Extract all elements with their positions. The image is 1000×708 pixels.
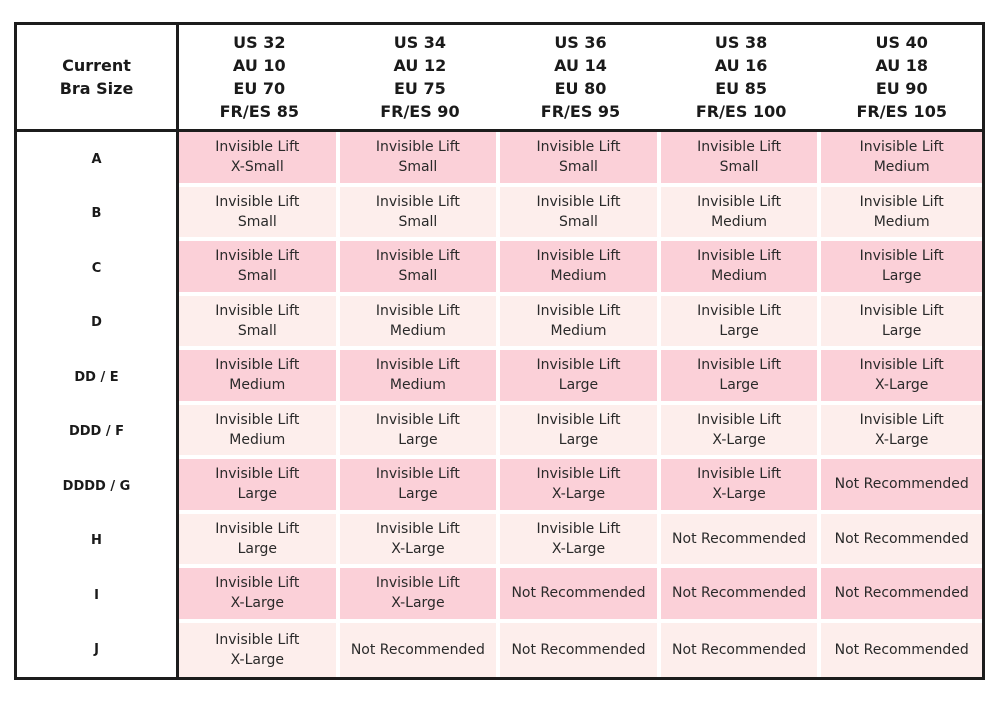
band-label: US 36 AU 14 EU 80 FR/ES 95	[540, 33, 621, 121]
size-cell: Invisible Lift X-Large	[340, 514, 501, 569]
band-header-us34	[340, 25, 501, 132]
size-cell: Invisible Lift Medium	[179, 405, 340, 460]
size-cell: Invisible Lift Small	[661, 132, 822, 187]
row-header-cup-size: I	[17, 568, 179, 623]
size-cell: Invisible Lift X-Large	[661, 405, 822, 460]
size-cell: Invisible Lift X-Large	[500, 459, 661, 514]
size-cell: Invisible Lift Small	[340, 241, 501, 296]
size-cell: Invisible Lift Small	[340, 132, 501, 187]
size-cell: Not Recommended	[500, 568, 661, 623]
row-header-cup-size: H	[17, 514, 179, 569]
size-cell: Not Recommended	[821, 568, 982, 623]
size-cell: Invisible Lift X-Large	[340, 568, 501, 623]
row-header-cup-size: DDD / F	[17, 405, 179, 460]
row-header-cup-size: B	[17, 187, 179, 242]
size-cell: Not Recommended	[340, 623, 501, 678]
size-cell: Invisible Lift Medium	[179, 350, 340, 405]
size-cell: Invisible Lift X-Large	[821, 405, 982, 460]
size-cell: Invisible Lift X-Large	[179, 568, 340, 623]
row-header-cup-size: DD / E	[17, 350, 179, 405]
band-header-us36	[500, 25, 661, 132]
size-cell: Invisible Lift Medium	[821, 132, 982, 187]
size-cell: Invisible Lift Large	[179, 514, 340, 569]
size-cell: Not Recommended	[821, 623, 982, 678]
size-cell: Invisible Lift X-Large	[661, 459, 822, 514]
size-cell: Invisible Lift X-Small	[179, 132, 340, 187]
size-cell: Invisible Lift Large	[340, 459, 501, 514]
row-header-cup-size: J	[17, 623, 179, 678]
row-header-cup-size: A	[17, 132, 179, 187]
row-header-cup-size: C	[17, 241, 179, 296]
size-cell: Invisible Lift X-Large	[500, 514, 661, 569]
size-cell: Invisible Lift Medium	[821, 187, 982, 242]
size-cell: Not Recommended	[821, 459, 982, 514]
size-cell: Invisible Lift Large	[821, 241, 982, 296]
size-cell: Invisible Lift Large	[179, 459, 340, 514]
row-header-cup-size: DDDD / G	[17, 459, 179, 514]
band-label: US 34 AU 12 EU 75 FR/ES 90	[380, 33, 460, 121]
size-cell: Invisible Lift Medium	[500, 296, 661, 351]
size-cell: Invisible Lift Small	[500, 187, 661, 242]
size-cell: Invisible Lift Small	[179, 187, 340, 242]
size-cell: Invisible Lift Medium	[500, 241, 661, 296]
corner-label: Current Bra Size	[59, 56, 134, 98]
size-cell: Not Recommended	[500, 623, 661, 678]
size-cell: Invisible Lift X-Large	[821, 350, 982, 405]
size-cell: Invisible Lift Large	[661, 296, 822, 351]
size-cell: Not Recommended	[661, 623, 822, 678]
size-cell: Invisible Lift X-Large	[179, 623, 340, 678]
size-cell: Invisible Lift Large	[500, 350, 661, 405]
size-cell: Not Recommended	[661, 514, 822, 569]
size-cell: Not Recommended	[661, 568, 822, 623]
size-cell: Invisible Lift Large	[661, 350, 822, 405]
band-label: US 40 AU 18 EU 90 FR/ES 105	[856, 33, 947, 121]
size-cell: Invisible Lift Medium	[340, 296, 501, 351]
size-cell: Invisible Lift Small	[500, 132, 661, 187]
size-cell: Invisible Lift Medium	[661, 241, 822, 296]
size-cell: Invisible Lift Small	[179, 241, 340, 296]
row-header-cup-size: D	[17, 296, 179, 351]
band-header-us32	[179, 25, 340, 132]
size-cell: Invisible Lift Large	[500, 405, 661, 460]
corner-header	[17, 25, 179, 132]
band-header-us40	[821, 25, 982, 132]
band-label: US 38 AU 16 EU 85 FR/ES 100	[695, 33, 787, 121]
size-chart-table	[14, 22, 985, 680]
size-cell: Not Recommended	[821, 514, 982, 569]
size-cell: Invisible Lift Large	[821, 296, 982, 351]
size-cell: Invisible Lift Medium	[661, 187, 822, 242]
size-cell: Invisible Lift Small	[179, 296, 340, 351]
band-header-us38	[661, 25, 822, 132]
size-cell: Invisible Lift Small	[340, 187, 501, 242]
size-cell: Invisible Lift Large	[340, 405, 501, 460]
band-label: US 32 AU 10 EU 70 FR/ES 85	[219, 33, 299, 121]
size-cell: Invisible Lift Medium	[340, 350, 501, 405]
